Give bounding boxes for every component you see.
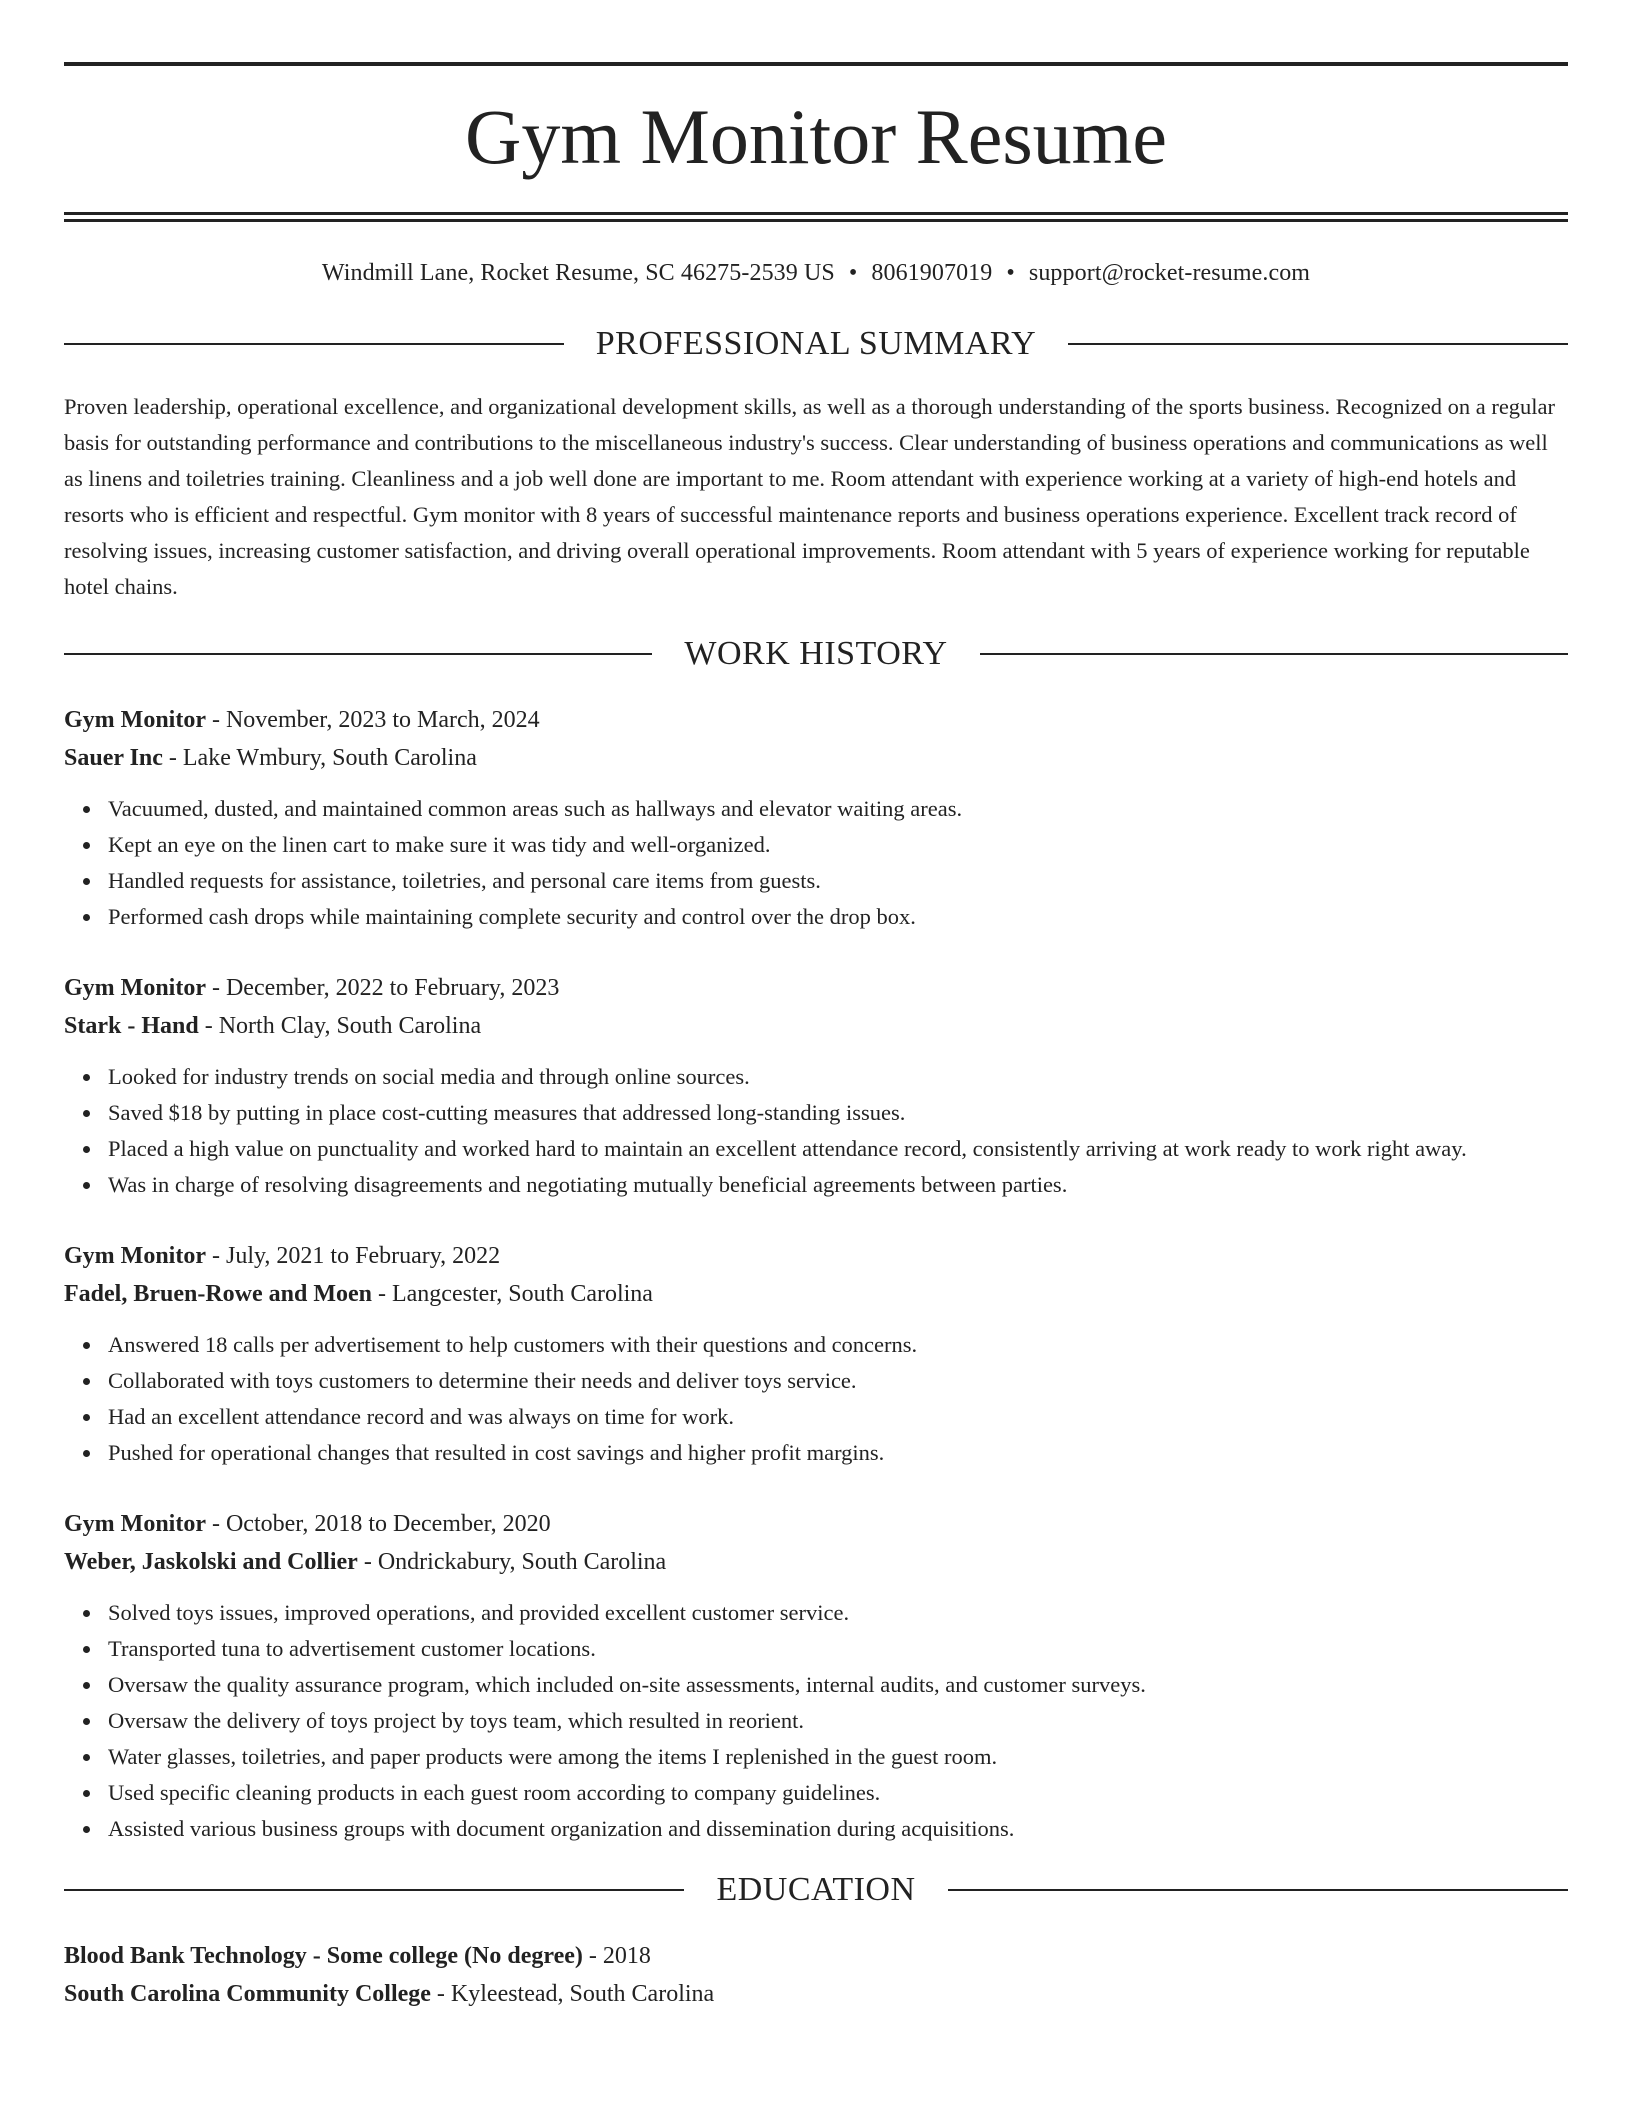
job-bullet: Answered 18 calls per advertisement to help customers with their questions and concerns. xyxy=(108,1327,1568,1363)
job-entry xyxy=(64,1237,1568,1471)
job-company-line xyxy=(64,739,1568,777)
job-bullet: Water glasses, toiletries, and paper products were among the items I replenished in the guest room. xyxy=(108,1739,1568,1775)
job-company: Stark - Hand xyxy=(64,1013,199,1039)
job-bullet: Pushed for operational changes that resulted in cost savings and higher profit margins. xyxy=(108,1435,1568,1471)
contact-line xyxy=(64,260,1568,287)
job-title: Gym Monitor xyxy=(64,1243,206,1269)
heading-rule-left xyxy=(64,1889,684,1891)
job-bullets xyxy=(64,791,1568,935)
resume-title: Gym Monitor Resume xyxy=(465,93,1167,180)
job-bullet: Used specific cleaning products in each guest room according to company guidelines. xyxy=(108,1775,1568,1811)
heading-rule-right xyxy=(980,653,1568,655)
job-bullet: Was in charge of resolving disagreements and negotiating mutually beneficial agreements between parties. xyxy=(108,1167,1568,1203)
job-bullet: Saved $18 by putting in place cost-cutting measures that addressed long-standing issues. xyxy=(108,1095,1568,1131)
job-location: - Ondrickabury, South Carolina xyxy=(357,1549,667,1575)
education-year: - 2018 xyxy=(582,1943,651,1969)
job-dates: - October, 2018 to December, 2020 xyxy=(205,1511,551,1537)
heading-rule-left xyxy=(64,343,564,345)
job-bullet: Oversaw the quality assurance program, which included on-site assessments, internal audits, and customer surveys. xyxy=(108,1667,1568,1703)
education-heading: EDUCATION xyxy=(716,1871,916,1908)
job-company: Weber, Jaskolski and Collier xyxy=(64,1549,358,1575)
job-entry xyxy=(64,701,1568,935)
contact-phone: 8061907019 xyxy=(871,260,993,286)
job-bullet: Oversaw the delivery of toys project by toys team, which resulted in reorient. xyxy=(108,1703,1568,1739)
contact-email: support@rocket-resume.com xyxy=(1028,260,1311,286)
job-title: Gym Monitor xyxy=(64,975,206,1001)
job-company-line xyxy=(64,1543,1568,1581)
job-bullets xyxy=(64,1595,1568,1847)
job-bullet: Placed a high value on punctuality and worked hard to maintain an excellent attendance record, consistently arriving at work ready to work right away. xyxy=(108,1131,1568,1167)
job-bullet: Handled requests for assistance, toiletries, and personal care items from guests. xyxy=(108,863,1568,899)
job-bullet: Performed cash drops while maintaining complete security and control over the drop box. xyxy=(108,899,1568,935)
education-degree-line xyxy=(64,1937,1568,1975)
job-title-line xyxy=(64,969,1568,1007)
job-bullet: Had an excellent attendance record and was always on time for work. xyxy=(108,1399,1568,1435)
heading-rule-right xyxy=(948,1889,1568,1891)
contact-separator: • xyxy=(1006,260,1015,286)
heading-rule-left xyxy=(64,653,652,655)
job-company-line xyxy=(64,1007,1568,1045)
job-dates: - December, 2022 to February, 2023 xyxy=(205,975,560,1001)
job-bullet: Kept an eye on the linen cart to make sure it was tidy and well-organized. xyxy=(108,827,1568,863)
job-bullet: Solved toys issues, improved operations, and provided excellent customer service. xyxy=(108,1595,1568,1631)
education-entry xyxy=(64,1937,1568,2013)
contact-separator: • xyxy=(848,260,858,286)
job-company: Fadel, Bruen-Rowe and Moen xyxy=(64,1281,372,1307)
job-title: Gym Monitor xyxy=(64,1511,206,1537)
job-location: - North Clay, South Carolina xyxy=(198,1013,482,1039)
job-bullet: Collaborated with toys customers to determine their needs and deliver toys service. xyxy=(108,1363,1568,1399)
job-entry xyxy=(64,1505,1568,1847)
job-title-line xyxy=(64,701,1568,739)
job-location: - Langcester, South Carolina xyxy=(372,1281,653,1307)
job-bullet: Assisted various business groups with document organization and dissemination during acquisitions. xyxy=(108,1811,1568,1847)
job-bullet: Transported tuna to advertisement customer locations. xyxy=(108,1631,1568,1667)
job-bullets xyxy=(64,1059,1568,1203)
summary-text: Proven leadership, operational excellence, and organizational development skills, as well as a thorough understanding of the sports business. Recognized on a regular basis for outstanding performance and contributions to the miscellaneous industry's success. Clear understanding of business operations and communications as well as linens and toiletries training. Cleanliness and a job well done are important to me. Room attendant with experience working at a variety of high-end hotels and resorts who is efficient and respectful. Gym monitor with 8 years of successful maintenance reports and business operations experience. Excellent track record of resolving issues, increasing customer satisfaction, and driving overall operational improvements. Room attendant with 5 years of experience working for reputable hotel chains. xyxy=(64,394,1556,599)
job-location: - Lake Wmbury, South Carolina xyxy=(162,745,477,771)
education-school: South Carolina Community College xyxy=(64,1981,431,2007)
job-bullets xyxy=(64,1327,1568,1471)
job-company: Sauer Inc xyxy=(64,745,163,771)
job-company-line xyxy=(64,1275,1568,1313)
job-title: Gym Monitor xyxy=(64,707,206,733)
contact-address: Windmill Lane, Rocket Resume, SC 46275-2539 US xyxy=(321,260,835,286)
work-heading-row xyxy=(64,635,1568,673)
education-degree: Blood Bank Technology - Some college (No degree) xyxy=(64,1943,583,1969)
summary-heading-row xyxy=(64,325,1568,363)
work-heading: WORK HISTORY xyxy=(684,635,948,672)
education-location: - Kyleestead, South Carolina xyxy=(430,1981,715,2007)
job-title-line xyxy=(64,1237,1568,1275)
job-bullet: Vacuumed, dusted, and maintained common areas such as hallways and elevator waiting areas. xyxy=(108,791,1568,827)
summary-heading: PROFESSIONAL SUMMARY xyxy=(595,325,1037,362)
education-school-line xyxy=(64,1975,1568,2013)
title-double-rule xyxy=(64,212,1568,222)
job-entry xyxy=(64,969,1568,1203)
job-dates: - November, 2023 to March, 2024 xyxy=(205,707,540,733)
job-bullet: Looked for industry trends on social media and through online sources. xyxy=(108,1059,1568,1095)
education-heading-row xyxy=(64,1871,1568,1909)
heading-rule-right xyxy=(1068,343,1568,345)
job-title-line xyxy=(64,1505,1568,1543)
work-history-list xyxy=(64,701,1568,1847)
job-dates: - July, 2021 to February, 2022 xyxy=(205,1243,501,1269)
